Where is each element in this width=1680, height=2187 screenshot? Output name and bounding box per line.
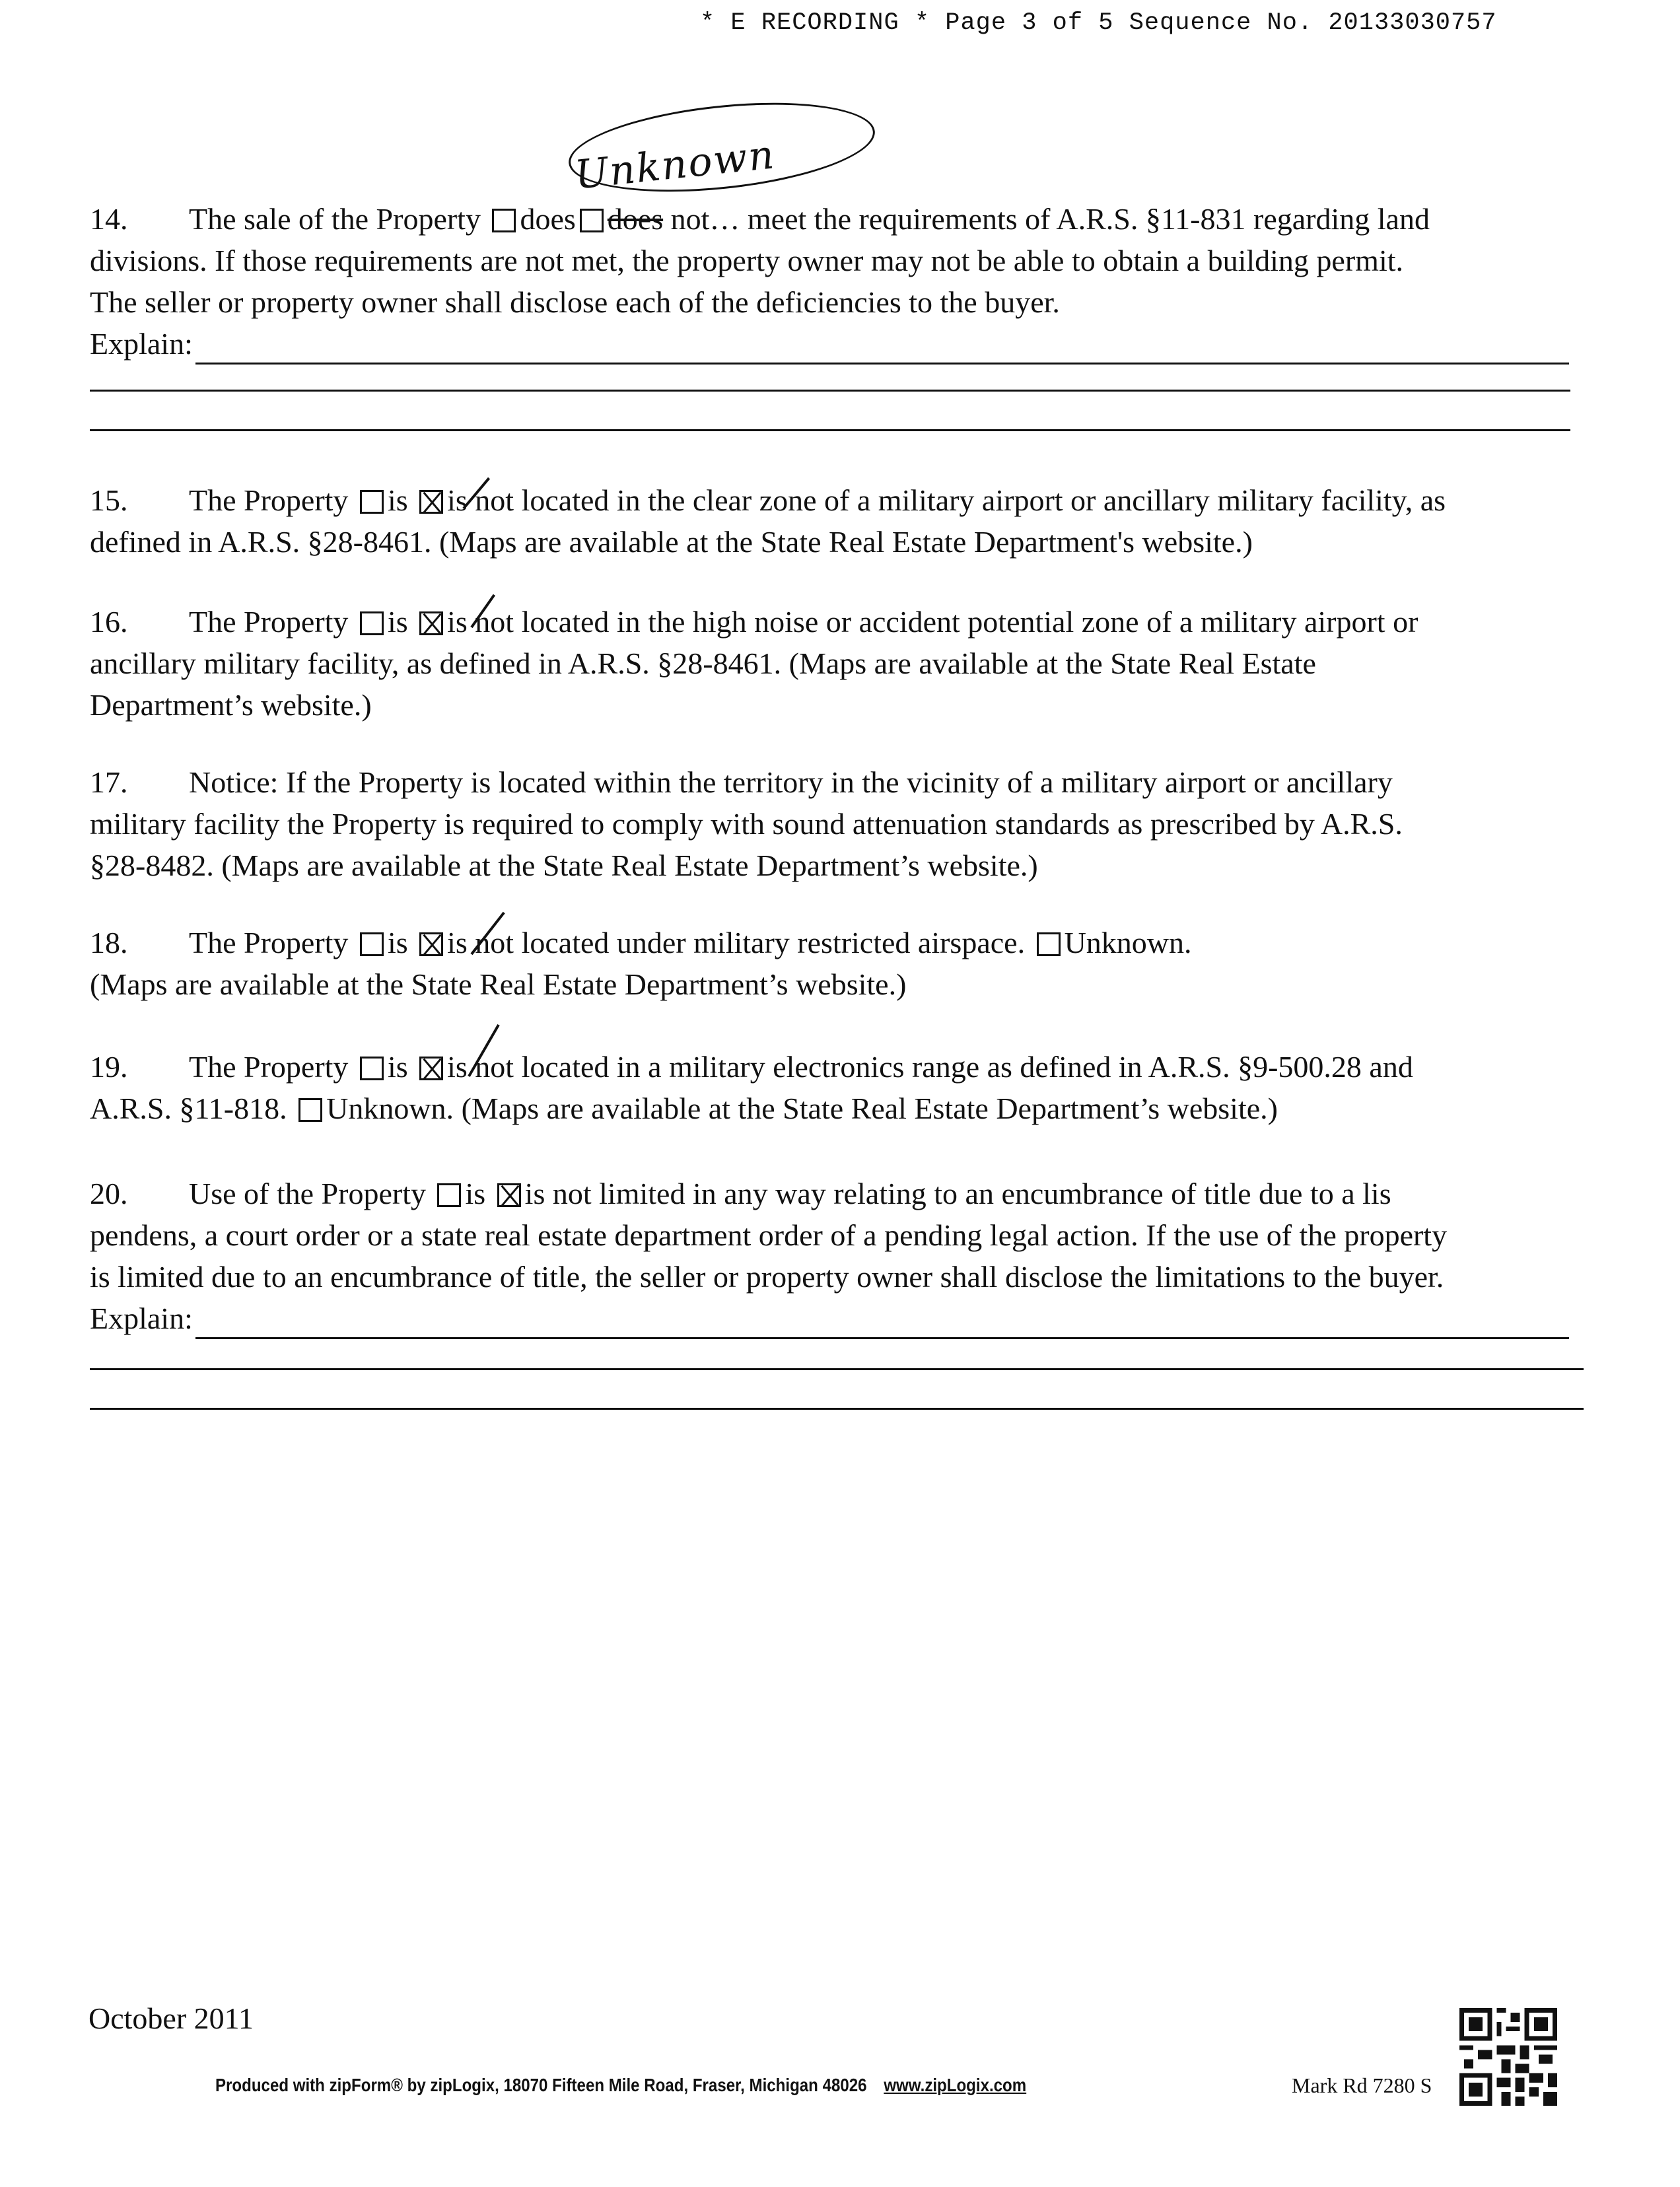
item-prefix: The Property <box>189 605 349 639</box>
form-id: Mark Rd 7280 S <box>1292 2073 1432 2097</box>
item-prefix: The Property <box>189 483 349 517</box>
explain-line[interactable] <box>90 1408 1584 1410</box>
recording-header: * E RECORDING * Page 3 of 5 Sequence No. 20133030757 <box>700 9 1497 37</box>
item-text: (Maps are available at the State Real Estate Department’s website.) <box>461 1092 1278 1125</box>
item-16 <box>90 601 1569 726</box>
option-label: is <box>387 926 408 959</box>
explain-line[interactable] <box>195 336 1569 364</box>
is-not-checkbox-checked[interactable] <box>419 490 443 514</box>
option-label-struck: does <box>607 202 664 236</box>
is-not-checkbox-checked[interactable] <box>497 1183 521 1207</box>
explain-row <box>90 323 1569 364</box>
item-text: (Maps are available at the State Real Estate Department’s website.) <box>90 967 907 1001</box>
item-text: Notice: If the Property is located within the territory in the vicinity of a military airport or ancillary <box>189 765 1393 799</box>
form-date: October 2011 <box>88 2001 254 2035</box>
unknown-checkbox[interactable] <box>298 1098 322 1122</box>
item-text: is not located under military restricted airspace. <box>447 926 1026 959</box>
is-checkbox[interactable] <box>360 1057 384 1080</box>
item-text: is limited due to an encumbrance of title, the seller or property owner shall disclose the limitations to the buyer. <box>90 1260 1444 1294</box>
produced-text: Produced with zipForm® by zipLogix, 18070 Fifteen Mile Road, Fraser, Michigan 48026 <box>215 2075 867 2095</box>
item-text: §28-8482. (Maps are available at the State Real Estate Department’s website.) <box>90 849 1038 882</box>
item-text: The seller or property owner shall disclose each of the deficiencies to the buyer. <box>90 285 1060 319</box>
is-checkbox[interactable] <box>437 1183 461 1207</box>
explain-line[interactable] <box>90 390 1570 392</box>
option-label: does <box>520 202 576 236</box>
unknown-checkbox[interactable] <box>1037 932 1061 956</box>
item-prefix: The Property <box>189 1050 349 1084</box>
item-text: pendens, a court order or a state real estate department order of a pending legal action. If the use of the property <box>90 1218 1448 1252</box>
item-number: 18. <box>90 926 128 959</box>
produced-with-line <box>215 2075 1026 2096</box>
option-label: is <box>465 1177 486 1210</box>
is-not-checkbox-checked[interactable] <box>419 932 443 956</box>
is-not-checkbox-checked[interactable] <box>419 1057 443 1080</box>
does-checkbox[interactable] <box>492 209 516 232</box>
item-text: A.R.S. §11-818. <box>90 1092 287 1125</box>
is-not-checkbox-checked[interactable] <box>419 611 443 635</box>
explain-row <box>90 1298 1569 1339</box>
item-prefix: The Property <box>189 926 349 959</box>
item-text: military facility the Property is required to comply with sound attenuation standards as prescribed by A.R.S. <box>90 807 1403 841</box>
unknown-label: Unknown. <box>1064 926 1192 959</box>
item-text: ancillary military facility, as defined in A.R.S. §28-8461. (Maps are available at the State Real Estate <box>90 646 1316 680</box>
item-number: 17. <box>90 765 128 799</box>
unknown-label: Unknown. <box>326 1092 454 1125</box>
is-checkbox[interactable] <box>360 490 384 514</box>
item-text: is not located in a military electronics range as defined in A.R.S. §9-500.28 and <box>447 1050 1413 1084</box>
qr-code-icon <box>1459 2007 1557 2106</box>
option-label: is <box>387 483 408 517</box>
item-text: defined in A.R.S. §28-8461. (Maps are available at the State Real Estate Department's website.) <box>90 525 1253 559</box>
ziplogix-link[interactable]: www.zipLogix.com <box>884 2075 1027 2095</box>
item-19 <box>90 1046 1569 1129</box>
item-text: not… meet the requirements of A.R.S. §11-831 regarding land <box>670 202 1430 236</box>
explain-label: Explain: <box>90 1302 193 1335</box>
item-20 <box>90 1173 1569 1339</box>
item-text: is not limited in any way relating to an encumbrance of title due to a lis <box>524 1177 1391 1210</box>
item-number: 20. <box>90 1177 128 1210</box>
item-prefix: Use of the Property <box>189 1177 426 1210</box>
is-checkbox[interactable] <box>360 611 384 635</box>
explain-line[interactable] <box>195 1311 1569 1339</box>
item-text: is not located in the high noise or accident potential zone of a military airport or <box>447 605 1418 639</box>
explain-label: Explain: <box>90 327 193 361</box>
item-15 <box>90 479 1569 563</box>
item-prefix: The sale of the Property <box>189 202 481 236</box>
item-number: 16. <box>90 605 128 639</box>
option-label: is <box>387 1050 408 1084</box>
item-text: divisions. If those requirements are not met, the property owner may not be able to obtain a building permit. <box>90 244 1404 277</box>
is-checkbox[interactable] <box>360 932 384 956</box>
item-number: 15. <box>90 483 128 517</box>
explain-line[interactable] <box>90 1368 1584 1370</box>
item-18 <box>90 922 1569 1005</box>
item-number: 19. <box>90 1050 128 1084</box>
item-17 <box>90 761 1569 886</box>
handwritten-unknown: Unknown <box>573 131 778 199</box>
item-text: is not located in the clear zone of a military airport or ancillary military facility, as <box>447 483 1446 517</box>
item-14 <box>90 198 1569 364</box>
explain-line[interactable] <box>90 429 1570 431</box>
option-label: is <box>387 605 408 639</box>
item-number: 14. <box>90 202 128 236</box>
item-text: Department’s website.) <box>90 688 372 722</box>
does-not-checkbox[interactable] <box>580 209 604 232</box>
